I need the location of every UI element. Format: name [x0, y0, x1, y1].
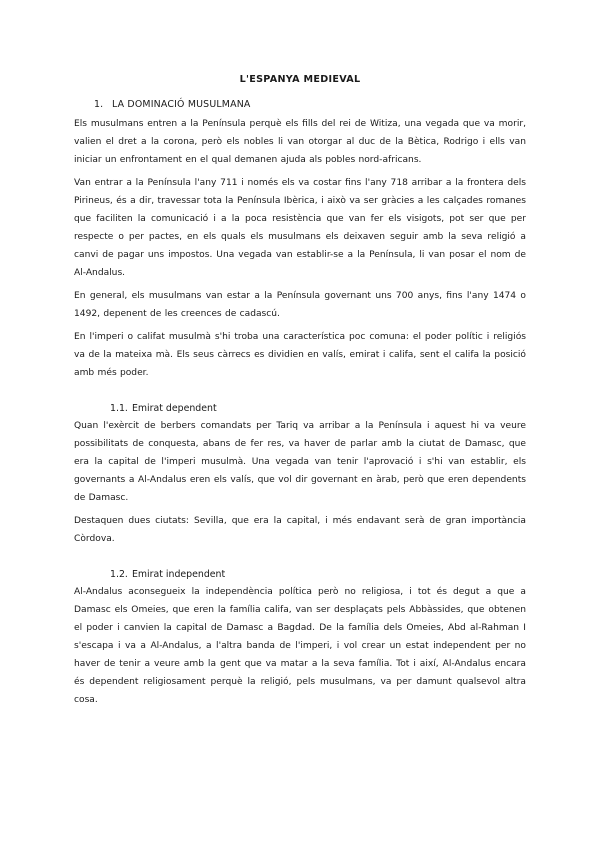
paragraph: Al-Andalus aconsegueix la independència política però no religiosa, i tot és degut a que a Damasc els Omeies, que eren la família califa, van ser desplaçats pels Abbàssides, que obtenen el poder i canvien la capital de Damasc a Bagdad. De la família dels Omeies, Abd al-Rahman I s'escapa i va a Al-Andalus, a l'altra banda de l'imperi, i vol crear un estat independent per no haver de tenir a veure amb la gent que va matar a la seva família. Tot i així, Al-Andalus encara és dependent religiosament perquè la religió, pels musulmans, va per damunt qualsevol altra cosa. — [74, 587, 526, 705]
section-heading-dominacio — [94, 99, 526, 110]
paragraph: En l'imperi o califat musulmà s'hi troba una característica poc comuna: el poder polític i religiós va de la mateixa mà. Els seus càrrecs es dividien en valís, emirat i califa, sent el califa la posició amb més poder. — [74, 332, 526, 378]
subsection-number: 1.2. — [110, 569, 128, 580]
paragraph: Els musulmans entren a la Península perquè els fills del rei de Witiza, una vegada que va morir, valien el dret a la corona, però els nobles li van otorgar al duc de la Bètica, Rodrigo i ells van iniciar un enfrontament en el qual demanen ajuda als pobles nord-africans. — [74, 119, 526, 165]
section-title: LA DOMINACIÓ MUSULMANA — [112, 99, 251, 110]
spacer — [74, 553, 526, 569]
section-number: 1. — [94, 99, 104, 110]
document-title: L'ESPANYA MEDIEVAL — [239, 74, 361, 85]
subsection-heading-emirat-independent — [110, 569, 526, 580]
paragraph: Destaquen dues ciutats: Sevilla, que era la capital, i més endavant serà de gran importància Còrdova. — [74, 516, 526, 544]
paragraph: Van entrar a la Península l'any 711 i només els va costar fins l'any 718 arribar a la frontera dels Pirineus, és a dir, travessar tota la Península Ibèrica, i això va ser gràcies a les calçades romanes que faciliten la comunicació i a la poca resistència que van fer els visigots, pot ser que per respecte o per pactes, en els quals els musulmans els deixaven seguir amb la seva religió a canvi de pagar uns impostos. Una vegada van establir-se a la Península, li van posar el nom de Al-Andalus. — [74, 178, 526, 278]
paragraph: En general, els musulmans van estar a la Península governant uns 700 anys, fins l'any 1474 o 1492, depenent de les creences de cadascú. — [74, 291, 526, 319]
subsection-number: 1.1. — [110, 403, 128, 414]
subsection-heading-emirat-dependent — [110, 403, 526, 414]
subsection-title: Emirat dependent — [132, 403, 217, 414]
spacer — [74, 387, 526, 403]
subsection-title: Emirat independent — [132, 569, 226, 580]
paragraph: Quan l'exèrcit de berbers comandats per Tariq va arribar a la Península i aquest hi va veure possibilitats de conquesta, abans de fer res, va haver de parlar amb la ciutat de Damasc, que era la capital de l'imperi musulmà. Una vegada van tenir l'aprovació i s'hi van establir, els governants a Al-Andalus eren els valís, que vol dir governant en àrab, però que eren dependents de Damasc. — [74, 421, 526, 503]
